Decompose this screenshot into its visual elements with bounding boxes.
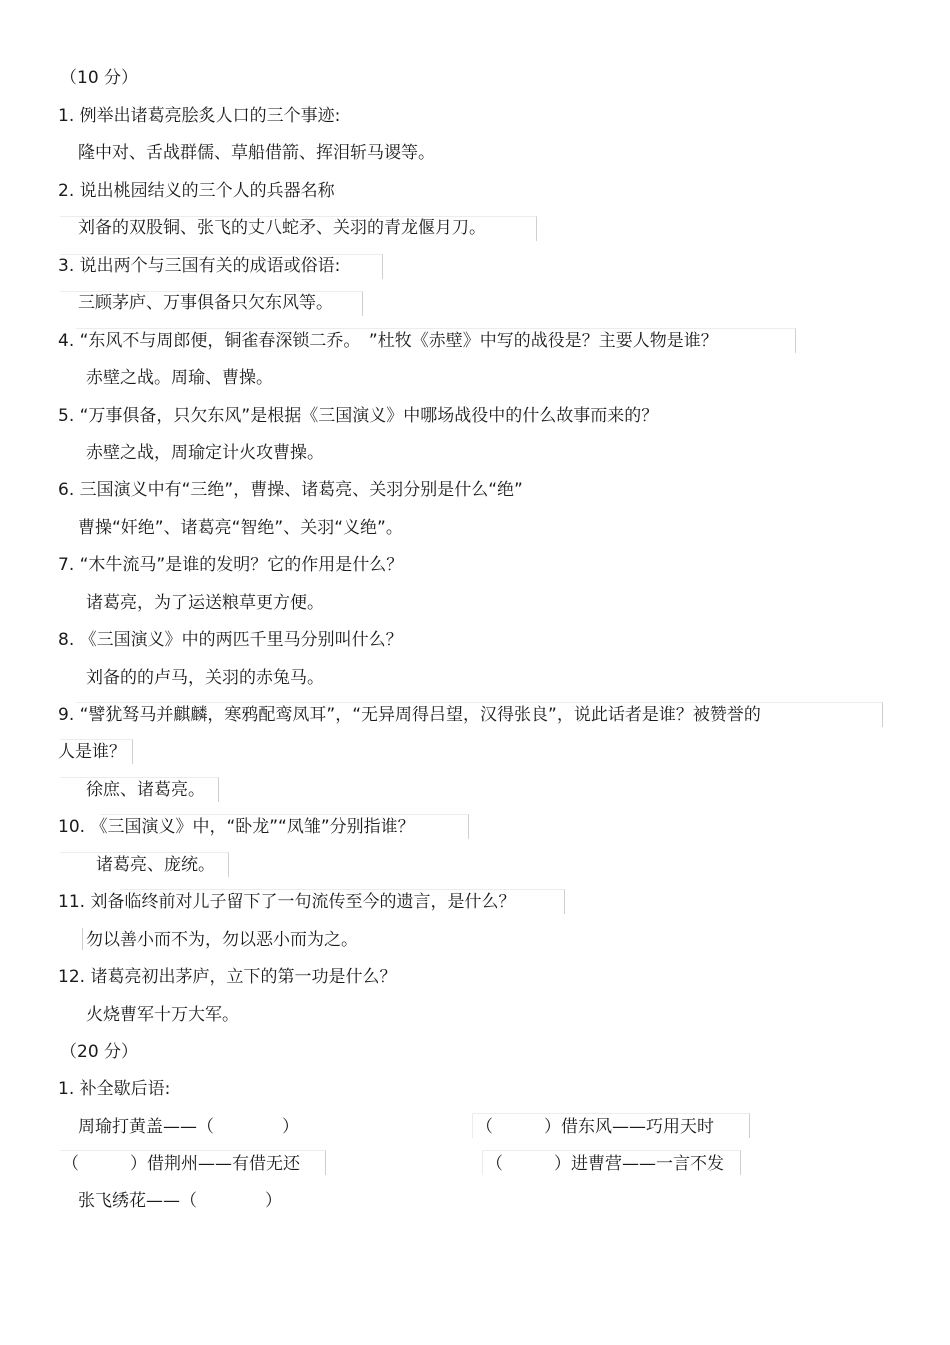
answer-3: 三顾茅庐、万事俱备只欠东风等。 (78, 293, 333, 313)
question-12: 12. 诸葛亮初出茅庐，立下的第一功是什么？ (58, 967, 397, 987)
question-s2-1: 1. 补全歇后语: (58, 1079, 171, 1099)
answer-12: 火烧曹军十万大军。 (86, 1005, 239, 1025)
question-11: 11. 刘备临终前对儿子留下了一句流传至今的遗言，是什么？ (58, 892, 516, 912)
section-header-10: （10 分） (60, 68, 139, 88)
answer-9: 徐庶、诸葛亮。 (86, 780, 205, 800)
question-7: 7. “木牛流马”是谁的发明？它的作用是什么？ (58, 555, 404, 575)
idiom-item: （ ）借东风——巧用天时 (476, 1117, 714, 1137)
question-6: 6. 三国演义中有“三绝”，曹操、诸葛亮、关羽分别是什么“绝” (58, 480, 523, 500)
question-3: 3. 说出两个与三国有关的成语或俗语: (58, 256, 341, 276)
question-9-line-2: 人是谁？ (58, 742, 126, 762)
answer-8: 刘备的的卢马，关羽的赤兔马。 (86, 668, 324, 688)
answer-6: 曹操“奸绝”、诸葛亮“智绝”、关羽“义绝”。 (78, 518, 403, 538)
idiom-item: 周瑜打黄盖——（ ） (78, 1117, 299, 1137)
answer-10: 诸葛亮、庞统。 (96, 855, 215, 875)
idiom-item: （ ）借荆州——有借无还 (62, 1154, 300, 1174)
answer-2: 刘备的双股铜、张飞的丈八蛇矛、关羽的青龙偃月刀。 (78, 218, 486, 238)
question-4: 4. “东风不与周郎便，铜雀春深锁二乔。 ”杜牧《赤壁》中写的战役是？主要人物是谁？ (58, 331, 718, 351)
idiom-item: 张飞绣花——（ ） (78, 1191, 282, 1211)
idiom-item: （ ）进曹营——一言不发 (486, 1154, 724, 1174)
section-header-20: （20 分） (60, 1042, 139, 1062)
answer-11: 勿以善小而不为，勿以恶小而为之。 (86, 930, 358, 950)
answer-marker (82, 928, 83, 950)
question-10: 10. 《三国演义》中，“卧龙”“凤雏”分别指谁？ (58, 817, 415, 837)
question-2: 2. 说出桃园结义的三个人的兵器名称 (58, 181, 335, 201)
answer-4: 赤壁之战。周瑜、曹操。 (86, 368, 273, 388)
question-5: 5. “万事俱备，只欠东风”是根据《三国演义》中哪场战役中的什么故事而来的？ (58, 406, 659, 426)
question-9-line-1: 9. “譬犹驽马并麒麟，寒鸦配鸾凤耳”，“无异周得吕望，汉得张良”，说此话者是谁？被赞誉的 (58, 705, 761, 725)
answer-1: 隆中对、舌战群儒、草船借箭、挥泪斩马谡等。 (78, 143, 435, 163)
question-1: 1. 例举出诸葛亮脍炙人口的三个事迹: (58, 106, 341, 126)
answer-7: 诸葛亮，为了运送粮草更方便。 (86, 593, 324, 613)
question-8: 8. 《三国演义》中的两匹千里马分别叫什么？ (58, 630, 403, 650)
answer-5: 赤壁之战，周瑜定计火攻曹操。 (86, 443, 324, 463)
